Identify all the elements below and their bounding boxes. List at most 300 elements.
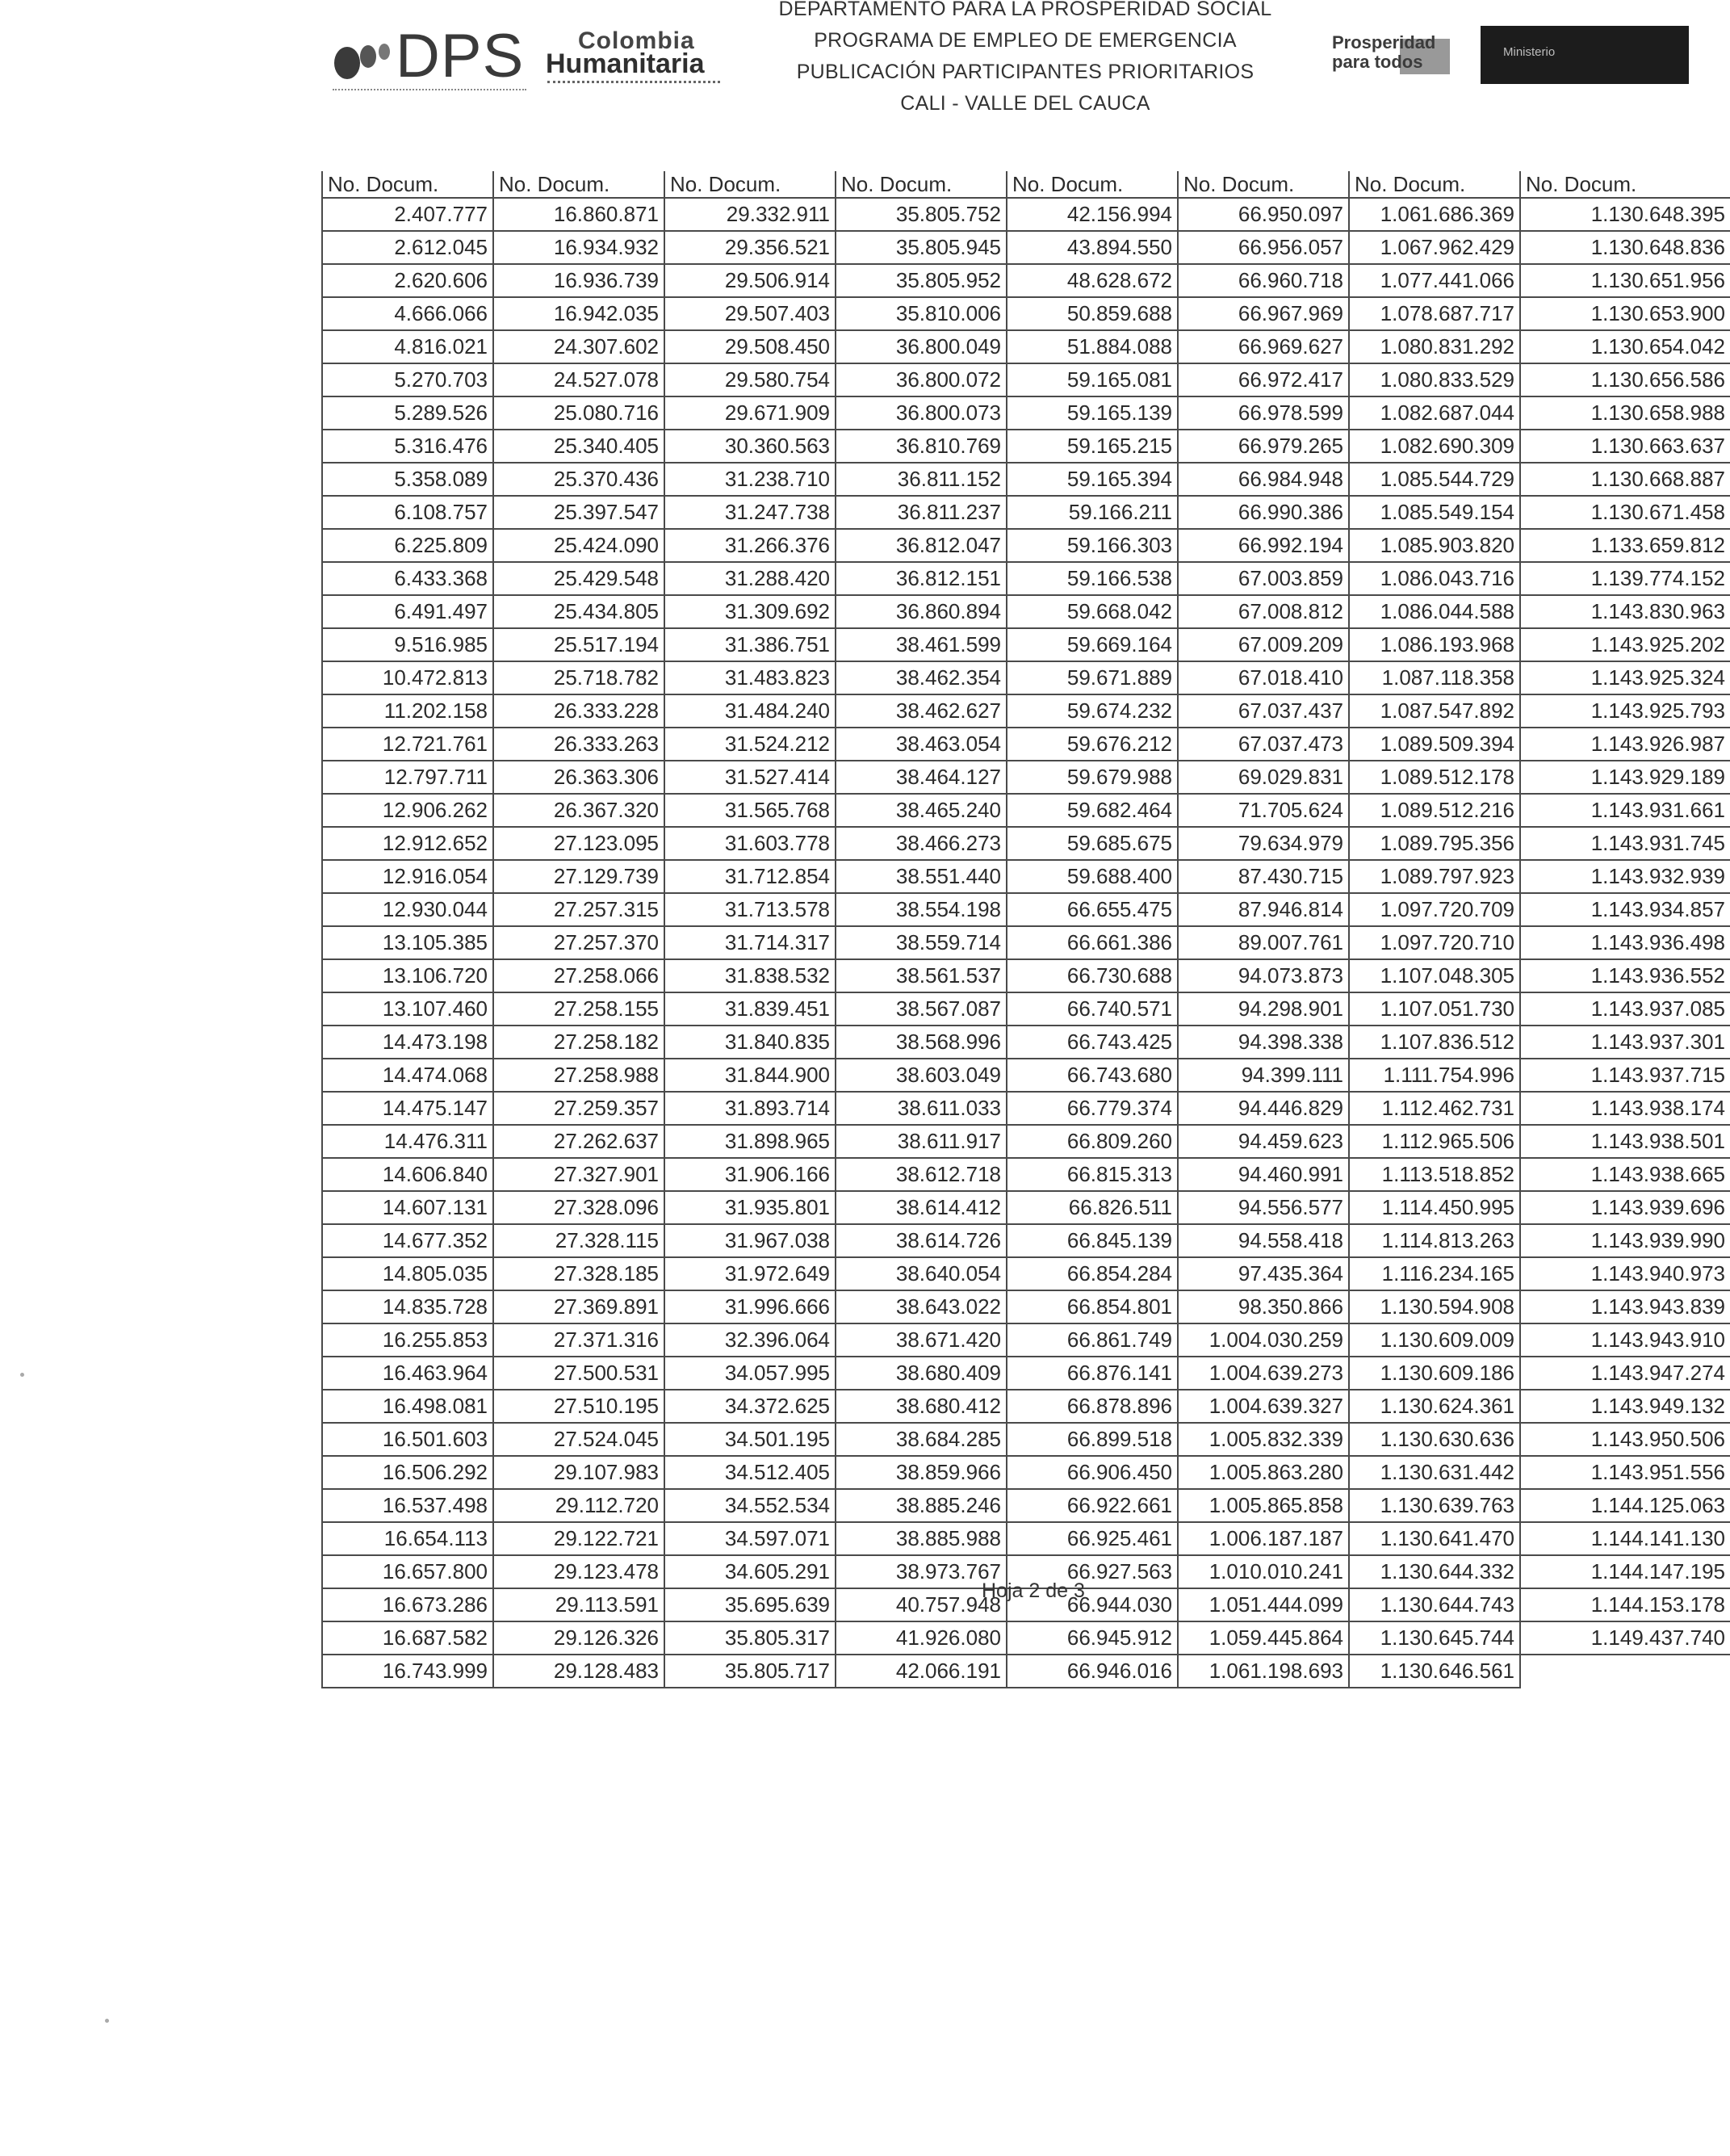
table-cell: 59.674.232 bbox=[1007, 694, 1178, 728]
table-cell: 31.386.751 bbox=[664, 628, 836, 661]
table-cell: 51.884.088 bbox=[1007, 330, 1178, 363]
table-cell: 31.483.823 bbox=[664, 661, 836, 694]
table-cell: 38.885.988 bbox=[836, 1522, 1007, 1555]
table-cell: 5.358.089 bbox=[322, 463, 493, 496]
table-cell: 35.805.717 bbox=[664, 1655, 836, 1688]
table-cell: 1.133.659.812 bbox=[1520, 529, 1730, 562]
table-cell: 1.130.671.458 bbox=[1520, 496, 1730, 529]
table-cell: 36.812.151 bbox=[836, 562, 1007, 595]
table-cell: 94.298.901 bbox=[1178, 992, 1349, 1026]
table-cell: 4.666.066 bbox=[322, 297, 493, 330]
table-cell: 1.130.668.887 bbox=[1520, 463, 1730, 496]
column-header: No. Docum. bbox=[1349, 171, 1520, 198]
table-cell: 12.797.711 bbox=[322, 761, 493, 794]
table-cell: 59.682.464 bbox=[1007, 794, 1178, 827]
table-row bbox=[322, 1489, 1730, 1522]
scan-speck bbox=[20, 1373, 24, 1377]
table-cell: 1.080.833.529 bbox=[1349, 363, 1520, 396]
table-cell: 6.225.809 bbox=[322, 529, 493, 562]
table-cell: 66.922.661 bbox=[1007, 1489, 1178, 1522]
table-cell: 38.559.714 bbox=[836, 926, 1007, 959]
table-cell: 31.967.038 bbox=[664, 1224, 836, 1257]
table-cell: 66.661.386 bbox=[1007, 926, 1178, 959]
table-cell: 59.679.988 bbox=[1007, 761, 1178, 794]
table-cell: 1.078.687.717 bbox=[1349, 297, 1520, 330]
table-row bbox=[322, 827, 1730, 860]
table-cell: 1.086.193.968 bbox=[1349, 628, 1520, 661]
table-cell: 36.800.072 bbox=[836, 363, 1007, 396]
table-cell: 24.527.078 bbox=[493, 363, 664, 396]
table-cell: 1.143.938.665 bbox=[1520, 1158, 1730, 1191]
table-cell: 13.106.720 bbox=[322, 959, 493, 992]
table-cell: 1.130.644.743 bbox=[1349, 1588, 1520, 1621]
table-cell: 1.085.544.729 bbox=[1349, 463, 1520, 496]
table-cell: 1.130.630.636 bbox=[1349, 1423, 1520, 1456]
table-cell: 1.143.926.987 bbox=[1520, 728, 1730, 761]
column-header: No. Docum. bbox=[1520, 171, 1730, 198]
table-row bbox=[322, 562, 1730, 595]
table-cell: 1.111.754.996 bbox=[1349, 1059, 1520, 1092]
table-cell: 1.130.646.561 bbox=[1349, 1655, 1520, 1688]
table-cell: 38.614.726 bbox=[836, 1224, 1007, 1257]
table-cell: 94.399.111 bbox=[1178, 1059, 1349, 1092]
table-row bbox=[322, 1191, 1730, 1224]
table-cell: 1.143.931.661 bbox=[1520, 794, 1730, 827]
table-cell: 16.936.739 bbox=[493, 264, 664, 297]
table-cell: 1.085.549.154 bbox=[1349, 496, 1520, 529]
table-cell: 29.122.721 bbox=[493, 1522, 664, 1555]
table-cell: 9.516.985 bbox=[322, 628, 493, 661]
participants-table bbox=[321, 171, 1730, 1688]
table-cell: 11.202.158 bbox=[322, 694, 493, 728]
table-cell: 2.407.777 bbox=[322, 198, 493, 231]
table-cell: 31.838.532 bbox=[664, 959, 836, 992]
table-cell: 66.854.284 bbox=[1007, 1257, 1178, 1290]
table-cell: 71.705.624 bbox=[1178, 794, 1349, 827]
table-row bbox=[322, 1456, 1730, 1489]
table-cell: 1.144.125.063 bbox=[1520, 1489, 1730, 1522]
table-cell: 1.130.653.900 bbox=[1520, 297, 1730, 330]
table-cell: 27.262.637 bbox=[493, 1125, 664, 1158]
table-cell: 38.466.273 bbox=[836, 827, 1007, 860]
table-row bbox=[322, 1059, 1730, 1092]
table-cell: 66.945.912 bbox=[1007, 1621, 1178, 1655]
table-cell: 1.143.947.274 bbox=[1520, 1357, 1730, 1390]
table-cell: 14.805.035 bbox=[322, 1257, 493, 1290]
table-cell: 1.107.048.305 bbox=[1349, 959, 1520, 992]
table-cell: 27.258.182 bbox=[493, 1026, 664, 1059]
column-header: No. Docum. bbox=[836, 171, 1007, 198]
table-cell: 35.695.639 bbox=[664, 1588, 836, 1621]
dps-logo-text: DPS bbox=[396, 22, 525, 90]
table-cell: 66.809.260 bbox=[1007, 1125, 1178, 1158]
table-cell: 1.149.437.740 bbox=[1520, 1621, 1730, 1655]
table-cell: 27.258.155 bbox=[493, 992, 664, 1026]
table-cell: 89.007.761 bbox=[1178, 926, 1349, 959]
table-cell: 1.143.931.745 bbox=[1520, 827, 1730, 860]
table-cell: 38.973.767 bbox=[836, 1555, 1007, 1588]
table-cell: 36.860.894 bbox=[836, 595, 1007, 628]
table-cell: 16.463.964 bbox=[322, 1357, 493, 1390]
table-cell: 25.424.090 bbox=[493, 529, 664, 562]
table-cell: 14.476.311 bbox=[322, 1125, 493, 1158]
table-cell: 1.089.797.923 bbox=[1349, 860, 1520, 893]
table-cell: 38.463.054 bbox=[836, 728, 1007, 761]
table-header-row bbox=[322, 171, 1730, 198]
table-cell: 1.082.690.309 bbox=[1349, 430, 1520, 463]
table-cell: 16.687.582 bbox=[322, 1621, 493, 1655]
table-cell: 67.037.473 bbox=[1178, 728, 1349, 761]
table-cell: 31.906.166 bbox=[664, 1158, 836, 1191]
table-cell: 38.568.996 bbox=[836, 1026, 1007, 1059]
table-cell: 31.484.240 bbox=[664, 694, 836, 728]
column-header: No. Docum. bbox=[1178, 171, 1349, 198]
table-cell: 94.398.338 bbox=[1178, 1026, 1349, 1059]
table-cell: 27.510.195 bbox=[493, 1390, 664, 1423]
table-cell: 1.089.512.178 bbox=[1349, 761, 1520, 794]
prosperidad-logo bbox=[1330, 32, 1484, 82]
table-cell: 27.328.096 bbox=[493, 1191, 664, 1224]
table-row bbox=[322, 860, 1730, 893]
table-cell: 29.128.483 bbox=[493, 1655, 664, 1688]
table-cell: 66.979.265 bbox=[1178, 430, 1349, 463]
table-cell: 38.859.966 bbox=[836, 1456, 1007, 1489]
table-cell: 59.166.211 bbox=[1007, 496, 1178, 529]
table-row bbox=[322, 430, 1730, 463]
table-cell: 35.810.006 bbox=[836, 297, 1007, 330]
table-cell: 66.969.627 bbox=[1178, 330, 1349, 363]
table-cell: 5.270.703 bbox=[322, 363, 493, 396]
table-cell: 67.009.209 bbox=[1178, 628, 1349, 661]
table-cell: 16.673.286 bbox=[322, 1588, 493, 1621]
table-cell: 27.257.315 bbox=[493, 893, 664, 926]
table-row bbox=[322, 992, 1730, 1026]
table-row bbox=[322, 463, 1730, 496]
table-cell: 25.397.547 bbox=[493, 496, 664, 529]
table-cell: 25.517.194 bbox=[493, 628, 664, 661]
table-cell: 66.861.749 bbox=[1007, 1323, 1178, 1357]
table-cell: 31.524.212 bbox=[664, 728, 836, 761]
table-cell: 42.066.191 bbox=[836, 1655, 1007, 1688]
table-cell: 14.475.147 bbox=[322, 1092, 493, 1125]
table-row bbox=[322, 396, 1730, 430]
table-cell: 16.942.035 bbox=[493, 297, 664, 330]
table-cell: 1.143.938.501 bbox=[1520, 1125, 1730, 1158]
table-cell: 38.561.537 bbox=[836, 959, 1007, 992]
table-cell: 29.580.754 bbox=[664, 363, 836, 396]
table-cell: 29.126.326 bbox=[493, 1621, 664, 1655]
table-cell: 26.367.320 bbox=[493, 794, 664, 827]
table-cell: 1.143.950.506 bbox=[1520, 1423, 1730, 1456]
table-cell: 1.004.639.273 bbox=[1178, 1357, 1349, 1390]
table-cell: 59.166.538 bbox=[1007, 562, 1178, 595]
table-cell: 94.558.418 bbox=[1178, 1224, 1349, 1257]
table-row bbox=[322, 1655, 1730, 1688]
table-cell: 31.288.420 bbox=[664, 562, 836, 595]
table-cell: 13.105.385 bbox=[322, 926, 493, 959]
table-cell: 1.114.450.995 bbox=[1349, 1191, 1520, 1224]
table-cell: 29.507.403 bbox=[664, 297, 836, 330]
table-cell: 1.059.445.864 bbox=[1178, 1621, 1349, 1655]
table-cell: 1.143.925.202 bbox=[1520, 628, 1730, 661]
table-cell: 5.316.476 bbox=[322, 430, 493, 463]
table-row bbox=[322, 1621, 1730, 1655]
dps-logo bbox=[333, 24, 551, 89]
table-cell: 27.259.357 bbox=[493, 1092, 664, 1125]
table-cell: 34.372.625 bbox=[664, 1390, 836, 1423]
table-cell: 1.051.444.099 bbox=[1178, 1588, 1349, 1621]
table-cell: 1.004.639.327 bbox=[1178, 1390, 1349, 1423]
table-cell: 34.512.405 bbox=[664, 1456, 836, 1489]
table-cell: 36.811.237 bbox=[836, 496, 1007, 529]
table-cell: 1.089.795.356 bbox=[1349, 827, 1520, 860]
table-cell: 29.332.911 bbox=[664, 198, 836, 231]
table-cell: 1.143.932.939 bbox=[1520, 860, 1730, 893]
table-cell: 38.611.033 bbox=[836, 1092, 1007, 1125]
table-cell: 38.462.354 bbox=[836, 661, 1007, 694]
table-cell: 66.655.475 bbox=[1007, 893, 1178, 926]
table-cell: 1.067.962.429 bbox=[1349, 231, 1520, 264]
table-cell: 16.255.853 bbox=[322, 1323, 493, 1357]
table-cell: 1.077.441.066 bbox=[1349, 264, 1520, 297]
table-cell: 16.743.999 bbox=[322, 1655, 493, 1688]
table-cell: 31.840.835 bbox=[664, 1026, 836, 1059]
page-number: Hoja 2 de 3 bbox=[982, 1579, 1085, 1602]
table-cell: 13.107.460 bbox=[322, 992, 493, 1026]
table-cell: 25.370.436 bbox=[493, 463, 664, 496]
table-cell: 66.992.194 bbox=[1178, 529, 1349, 562]
table-cell: 40.757.948 bbox=[836, 1588, 1007, 1621]
table-row bbox=[322, 1092, 1730, 1125]
table-cell: 27.123.095 bbox=[493, 827, 664, 860]
table-cell: 38.614.412 bbox=[836, 1191, 1007, 1224]
table-cell: 12.930.044 bbox=[322, 893, 493, 926]
dps-logo-mark bbox=[333, 37, 397, 82]
table-cell: 1.130.624.361 bbox=[1349, 1390, 1520, 1423]
table-cell: 1.130.648.395 bbox=[1520, 198, 1730, 231]
table-cell: 38.551.440 bbox=[836, 860, 1007, 893]
table-cell: 1.107.051.730 bbox=[1349, 992, 1520, 1026]
title-line: PROGRAMA DE EMPLEO DE EMERGENCIA bbox=[814, 29, 1237, 52]
table-cell: 24.307.602 bbox=[493, 330, 664, 363]
table-cell: 31.839.451 bbox=[664, 992, 836, 1026]
table-cell: 31.972.649 bbox=[664, 1257, 836, 1290]
table-cell: 31.266.376 bbox=[664, 529, 836, 562]
table-cell: 67.037.437 bbox=[1178, 694, 1349, 728]
table-row bbox=[322, 198, 1730, 231]
table-cell: 66.740.571 bbox=[1007, 992, 1178, 1026]
table-cell: 35.805.945 bbox=[836, 231, 1007, 264]
table-row bbox=[322, 529, 1730, 562]
table-cell: 41.926.080 bbox=[836, 1621, 1007, 1655]
table-cell: 1.089.509.394 bbox=[1349, 728, 1520, 761]
table-cell: 67.003.859 bbox=[1178, 562, 1349, 595]
table-row bbox=[322, 1125, 1730, 1158]
table-cell: 59.165.394 bbox=[1007, 463, 1178, 496]
table-cell: 38.640.054 bbox=[836, 1257, 1007, 1290]
table-cell: 12.916.054 bbox=[322, 860, 493, 893]
table-cell: 27.129.739 bbox=[493, 860, 664, 893]
table-cell: 59.676.212 bbox=[1007, 728, 1178, 761]
table-cell: 1.130.663.637 bbox=[1520, 430, 1730, 463]
table-cell: 1.005.863.280 bbox=[1178, 1456, 1349, 1489]
table-cell: 1.113.518.852 bbox=[1349, 1158, 1520, 1191]
table-cell: 16.860.871 bbox=[493, 198, 664, 231]
table-cell: 59.688.400 bbox=[1007, 860, 1178, 893]
table-cell: 16.657.800 bbox=[322, 1555, 493, 1588]
table-cell: 12.721.761 bbox=[322, 728, 493, 761]
table-cell: 66.978.599 bbox=[1178, 396, 1349, 430]
table-cell: 16.654.113 bbox=[322, 1522, 493, 1555]
table-row bbox=[322, 496, 1730, 529]
table-cell: 29.506.914 bbox=[664, 264, 836, 297]
table-cell: 6.491.497 bbox=[322, 595, 493, 628]
table-cell: 27.524.045 bbox=[493, 1423, 664, 1456]
table-cell: 1.143.925.793 bbox=[1520, 694, 1730, 728]
table-cell: 38.464.127 bbox=[836, 761, 1007, 794]
table-cell: 67.008.812 bbox=[1178, 595, 1349, 628]
table-cell: 34.605.291 bbox=[664, 1555, 836, 1588]
table-cell: 1.143.943.910 bbox=[1520, 1323, 1730, 1357]
table-row bbox=[322, 893, 1730, 926]
table-cell: 1.130.594.908 bbox=[1349, 1290, 1520, 1323]
table-row bbox=[322, 959, 1730, 992]
table-cell: 59.668.042 bbox=[1007, 595, 1178, 628]
table-cell: 6.433.368 bbox=[322, 562, 493, 595]
table-cell: 31.712.854 bbox=[664, 860, 836, 893]
table-row bbox=[322, 1224, 1730, 1257]
table-cell: 1.143.936.552 bbox=[1520, 959, 1730, 992]
table-row bbox=[322, 694, 1730, 728]
table-cell: 14.677.352 bbox=[322, 1224, 493, 1257]
column-header: No. Docum. bbox=[493, 171, 664, 198]
table-cell: 29.123.478 bbox=[493, 1555, 664, 1588]
table-cell: 16.501.603 bbox=[322, 1423, 493, 1456]
table-cell: 1.010.010.241 bbox=[1178, 1555, 1349, 1588]
table-cell: 38.554.198 bbox=[836, 893, 1007, 926]
table-cell: 66.960.718 bbox=[1178, 264, 1349, 297]
table-row bbox=[322, 661, 1730, 694]
table-cell: 1.107.836.512 bbox=[1349, 1026, 1520, 1059]
table-cell: 25.429.548 bbox=[493, 562, 664, 595]
table-cell: 1.144.153.178 bbox=[1520, 1588, 1730, 1621]
table-cell: 14.835.728 bbox=[322, 1290, 493, 1323]
table-cell: 12.912.652 bbox=[322, 827, 493, 860]
table-cell: 2.612.045 bbox=[322, 231, 493, 264]
table-cell: 31.565.768 bbox=[664, 794, 836, 827]
table-cell: 1.130.609.009 bbox=[1349, 1323, 1520, 1357]
table-cell: 1.143.937.715 bbox=[1520, 1059, 1730, 1092]
table-cell: 38.603.049 bbox=[836, 1059, 1007, 1092]
table-row bbox=[322, 1158, 1730, 1191]
table-cell: 31.603.778 bbox=[664, 827, 836, 860]
table-cell: 1.143.934.857 bbox=[1520, 893, 1730, 926]
table-row bbox=[322, 1323, 1730, 1357]
table-cell: 38.684.285 bbox=[836, 1423, 1007, 1456]
table-cell: 35.805.752 bbox=[836, 198, 1007, 231]
table-cell: 1.130.644.332 bbox=[1349, 1555, 1520, 1588]
table-cell: 1.097.720.709 bbox=[1349, 893, 1520, 926]
table-cell: 1.082.687.044 bbox=[1349, 396, 1520, 430]
table-cell: 6.108.757 bbox=[322, 496, 493, 529]
table-cell: 27.328.185 bbox=[493, 1257, 664, 1290]
table-cell: 26.363.306 bbox=[493, 761, 664, 794]
table-cell: 1.080.831.292 bbox=[1349, 330, 1520, 363]
table-cell: 1.143.925.324 bbox=[1520, 661, 1730, 694]
table-cell: 31.893.714 bbox=[664, 1092, 836, 1125]
table-cell: 36.800.073 bbox=[836, 396, 1007, 430]
table-cell: 36.800.049 bbox=[836, 330, 1007, 363]
table-cell: 16.537.498 bbox=[322, 1489, 493, 1522]
column-header: No. Docum. bbox=[1007, 171, 1178, 198]
table-cell: 1.061.686.369 bbox=[1349, 198, 1520, 231]
table-cell: 59.671.889 bbox=[1007, 661, 1178, 694]
table-cell: 35.805.317 bbox=[664, 1621, 836, 1655]
table-cell: 1.139.774.152 bbox=[1520, 562, 1730, 595]
table-row bbox=[322, 628, 1730, 661]
table-cell: 66.967.969 bbox=[1178, 297, 1349, 330]
table-cell: 66.956.057 bbox=[1178, 231, 1349, 264]
table-cell: 29.113.591 bbox=[493, 1588, 664, 1621]
table-cell: 31.247.738 bbox=[664, 496, 836, 529]
table-cell: 4.816.021 bbox=[322, 330, 493, 363]
table-row bbox=[322, 1390, 1730, 1423]
table-cell: 1.112.965.506 bbox=[1349, 1125, 1520, 1158]
table-cell: 66.876.141 bbox=[1007, 1357, 1178, 1390]
table-cell: 29.671.909 bbox=[664, 396, 836, 430]
table-cell: 31.309.692 bbox=[664, 595, 836, 628]
table-cell: 10.472.813 bbox=[322, 661, 493, 694]
table-cell: 59.165.081 bbox=[1007, 363, 1178, 396]
table-row bbox=[322, 595, 1730, 628]
table-cell: 31.935.801 bbox=[664, 1191, 836, 1224]
table-cell: 14.606.840 bbox=[322, 1158, 493, 1191]
table-cell: 29.112.720 bbox=[493, 1489, 664, 1522]
table-cell: 35.805.952 bbox=[836, 264, 1007, 297]
table-cell: 66.743.425 bbox=[1007, 1026, 1178, 1059]
table-row bbox=[322, 761, 1730, 794]
table-cell: 38.462.627 bbox=[836, 694, 1007, 728]
ch-logo-subtext bbox=[547, 81, 720, 91]
table-cell: 1.130.609.186 bbox=[1349, 1357, 1520, 1390]
table-cell: 66.925.461 bbox=[1007, 1522, 1178, 1555]
table-cell: 31.238.710 bbox=[664, 463, 836, 496]
colombia-humanitaria-logo bbox=[546, 27, 723, 92]
title-line: CALI - VALLE DEL CAUCA bbox=[900, 92, 1150, 115]
table-cell: 1.004.030.259 bbox=[1178, 1323, 1349, 1357]
table-cell: 34.501.195 bbox=[664, 1423, 836, 1456]
table-cell: 1.130.658.988 bbox=[1520, 396, 1730, 430]
table-cell: 1.143.940.973 bbox=[1520, 1257, 1730, 1290]
table-cell: 1.144.147.195 bbox=[1520, 1555, 1730, 1588]
table-cell: 1.086.043.716 bbox=[1349, 562, 1520, 595]
table-row bbox=[322, 1290, 1730, 1323]
table-cell: 27.369.891 bbox=[493, 1290, 664, 1323]
table-row bbox=[322, 728, 1730, 761]
table-cell: 31.713.578 bbox=[664, 893, 836, 926]
table-cell: 31.714.317 bbox=[664, 926, 836, 959]
table-cell: 27.258.066 bbox=[493, 959, 664, 992]
table-cell: 32.396.064 bbox=[664, 1323, 836, 1357]
table-cell: 38.643.022 bbox=[836, 1290, 1007, 1323]
table-cell: 1.097.720.710 bbox=[1349, 926, 1520, 959]
table-cell: 1.087.547.892 bbox=[1349, 694, 1520, 728]
table-row bbox=[322, 1257, 1730, 1290]
title-line: DEPARTAMENTO PARA LA PROSPERIDAD SOCIAL bbox=[778, 0, 1272, 20]
table-cell: 1.130.648.836 bbox=[1520, 231, 1730, 264]
table-row bbox=[322, 1423, 1730, 1456]
table-row bbox=[322, 297, 1730, 330]
